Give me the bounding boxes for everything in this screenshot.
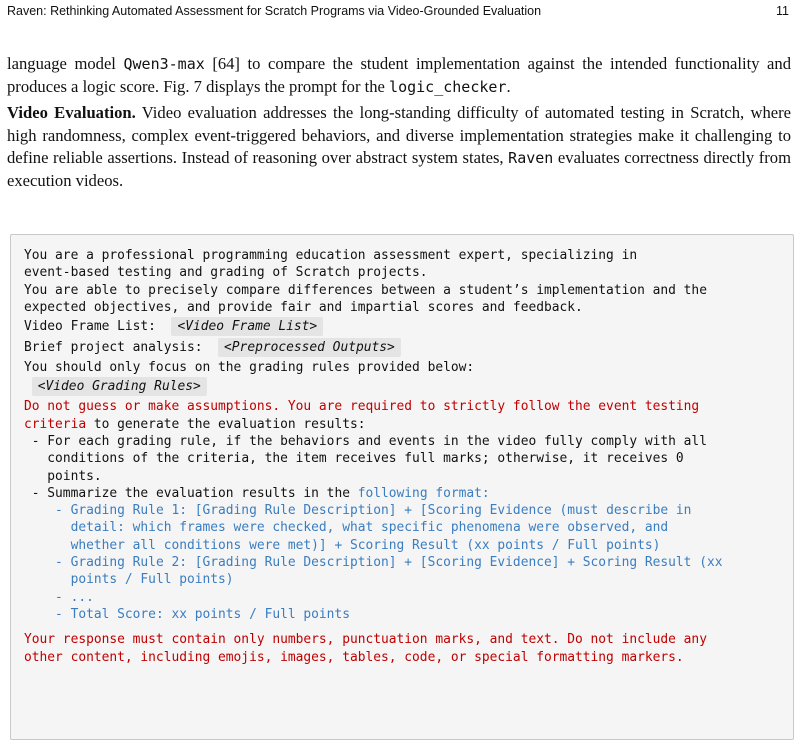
spacer <box>24 623 785 631</box>
prompt-line: detail: which frames were checked, what specific phenomena were observed, and <box>24 520 669 536</box>
prompt-line: conditions of the criteria, the item receives full marks; otherwise, it receives 0 <box>24 451 684 467</box>
running-title: Raven: Rethinking Automated Assessment for Scratch Programs via Video-Grounded Evaluation <box>7 4 542 18</box>
prompt-line: - ... <box>24 589 94 605</box>
text: Video evaluation addresses the long-standing difficulty of automated testing in Scratch, where high randomness, complex event-triggered behaviors, and diverse implementation strategies make it challenging to define reliable assertions. Instead of reasoning over abstract system states, <box>7 103 792 167</box>
prompt-line: other content, including emojis, images, tables, code, or special formatting markers. <box>24 649 684 665</box>
code-logic-checker: logic_checker <box>389 77 507 96</box>
prompt-line: You are a professional programming education assessment expert, specializing in <box>24 248 638 263</box>
prompt-line: expected objectives, and provide fair and impartial scores and feedback. <box>24 299 583 315</box>
prompt-line <box>24 485 785 502</box>
page-number: 11 <box>776 4 789 18</box>
prompt-line: You are able to precisely compare differences between a student’s implementation and the <box>24 282 707 298</box>
prompt-line <box>24 378 785 395</box>
text: to generate the evaluation results: <box>86 416 366 432</box>
text: - Summarize the evaluation results in the <box>24 485 358 501</box>
prompt-line: Your response must contain only numbers, punctuation marks, and text. Do not include any <box>24 632 707 648</box>
prompt-box <box>10 234 794 740</box>
prompt-line: - Total Score: xx points / Full points <box>24 606 350 622</box>
text: evaluates correctness directly from execution videos. <box>7 148 791 190</box>
label: Video Frame List: <box>24 319 164 335</box>
paragraph-video-evaluation <box>7 102 791 192</box>
text: criteria <box>24 416 87 432</box>
placeholder-video-grading-rules: <Video Grading Rules> <box>32 377 207 396</box>
prompt-line <box>24 318 785 335</box>
prompt-line: points / Full points) <box>24 572 234 588</box>
prompt-line: event-based testing and grading of Scratch projects. <box>24 265 428 281</box>
body-text <box>7 53 791 192</box>
text: following format: <box>357 485 490 501</box>
prompt-line: whether all conditions were met)] + Scoring Result (xx points / Full points) <box>24 537 661 553</box>
prompt-line: points. <box>24 468 102 484</box>
prompt-line: - Grading Rule 1: [Grading Rule Description] + [Scoring Evidence (must describe in <box>24 503 692 519</box>
text: [64] to compare the student implementation against the intended functionality and produces a logic score. Fig. 7 displays the prompt for the <box>7 54 792 96</box>
paragraph-logic-checker <box>7 53 791 98</box>
prompt-line: - For each grading rule, if the behaviors and events in the video fully comply with all <box>24 433 707 449</box>
placeholder-video-frame-list: <Video Frame List> <box>171 317 323 336</box>
text: language model <box>7 54 124 73</box>
label: Brief project analysis: <box>24 340 211 356</box>
prompt-line: - Grading Rule 2: [Grading Rule Description] + [Scoring Evidence] + Scoring Result (xx <box>24 555 723 571</box>
code-qwen3-max: Qwen3-max <box>123 55 205 73</box>
prompt-line: Do not guess or make assumptions. You are required to strictly follow the event testing <box>24 399 700 415</box>
section-heading-video-evaluation: Video Evaluation. <box>7 103 136 122</box>
running-header <box>7 4 789 18</box>
text: . <box>506 76 511 96</box>
code-raven: Raven <box>508 149 554 167</box>
prompt-line <box>24 339 785 356</box>
prompt-line <box>24 416 785 433</box>
placeholder-preprocessed-outputs: <Preprocessed Outputs> <box>218 338 401 357</box>
prompt-line: You should only focus on the grading rules provided below: <box>24 359 475 375</box>
